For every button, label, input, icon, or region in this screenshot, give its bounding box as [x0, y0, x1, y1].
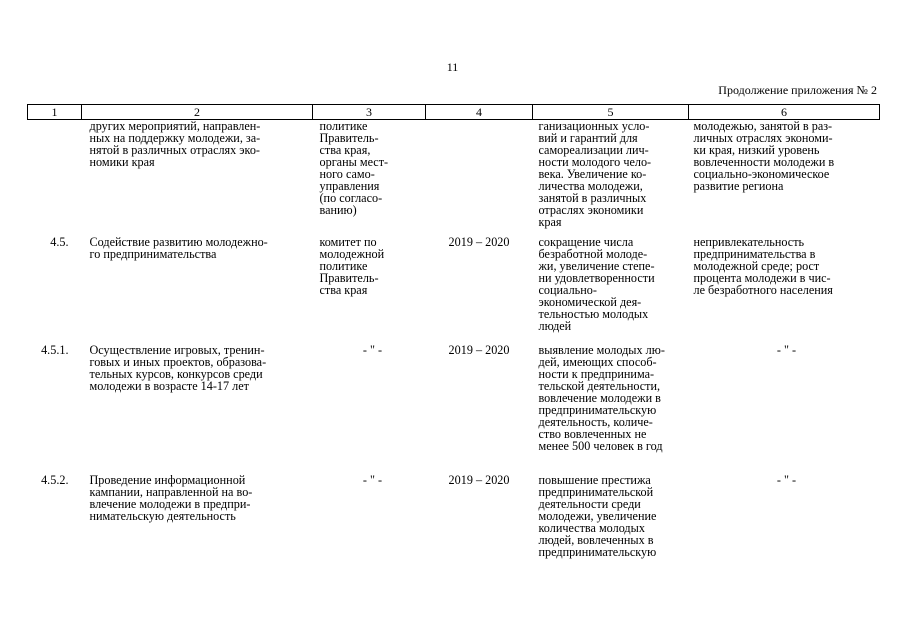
measure-name: других мероприятий, направлен- ных на поддержку молодежи, за- нятой в различных отраслях эко- номики края [89, 119, 261, 169]
risk: - " - [776, 472, 797, 487]
row-number [28, 120, 82, 236]
table-row [28, 474, 880, 570]
term: 2019 – 2020 [448, 234, 510, 249]
term: 2019 – 2020 [448, 342, 510, 357]
table-row [28, 344, 880, 474]
executor: - " - [362, 472, 383, 487]
expected-result: повышение престижа предпринимательской деятельности среди молодежи, увеличение количества молодых людей, вовлеченных в предпринимательскую [538, 472, 657, 559]
measure-name: Содействие развитию молодежно- го предпринимательства [89, 234, 268, 261]
header-col-4: 4 [426, 105, 533, 120]
term: 2019 – 2020 [448, 472, 510, 487]
row-number: 4.5.1. [41, 342, 69, 357]
term [426, 120, 533, 236]
header-col-2: 2 [82, 105, 313, 120]
expected-result: сокращение числа безработной молоде- жи, увеличение степе- ни удовлетворенности социально- экономической дея- тельностью молодых людей [538, 234, 655, 333]
risk: - " - [776, 342, 797, 357]
risk: молодежью, занятой в раз- личных отраслях экономи- ки края, низкий уровень вовлеченности молодежи в социально-экономическое развитие региона [693, 119, 835, 193]
row-number: 4.5. [50, 234, 69, 249]
header-col-5: 5 [533, 105, 689, 120]
row-number: 4.5.2. [41, 472, 69, 487]
executor: комитет по молодежной политике Правитель- ства края [319, 234, 385, 297]
expected-result: ганизационных усло- вий и гарантий для самореализации лич- ности молодого чело- века. Увеличение ко- личества молодежи, занятой в различных отраслях экономики края [538, 119, 652, 229]
header-col-3: 3 [313, 105, 426, 120]
table-row [28, 120, 880, 236]
executor: политике Правитель- ства края, органы мест- ного само- управления (по согласо- ванию) [319, 119, 389, 217]
page-number: 11 [446, 60, 459, 74]
executor: - " - [362, 342, 383, 357]
measure-name: Проведение информационной кампании, направленной на во- влечение молодежи в предпри- нимательскую деятельность [89, 472, 253, 523]
expected-result: выявление молодых лю- дей, имеющих способ- ности к предпринима- тельской деятельности, вовлечение молодежи в предпринимательскую деятельность, количе- ство вовлеченных не менее 500 человек в год [538, 342, 665, 453]
header-row [28, 105, 880, 120]
measure-name: Осуществление игровых, тренин- говых и иных проектов, образова- тельных курсов, конкурсов среди молодежи в возрасте 14-17 лет [89, 342, 267, 393]
plan-table [27, 104, 880, 570]
continuation-label: Продолжение приложения № 2 [718, 83, 877, 97]
table-row [28, 236, 880, 344]
header-col-6: 6 [689, 105, 880, 120]
header-col-1: 1 [28, 105, 82, 120]
risk: непривлекательность предпринимательства в молодежной среде; рост процента молодежи в чис- ле безработного населения [693, 234, 833, 297]
